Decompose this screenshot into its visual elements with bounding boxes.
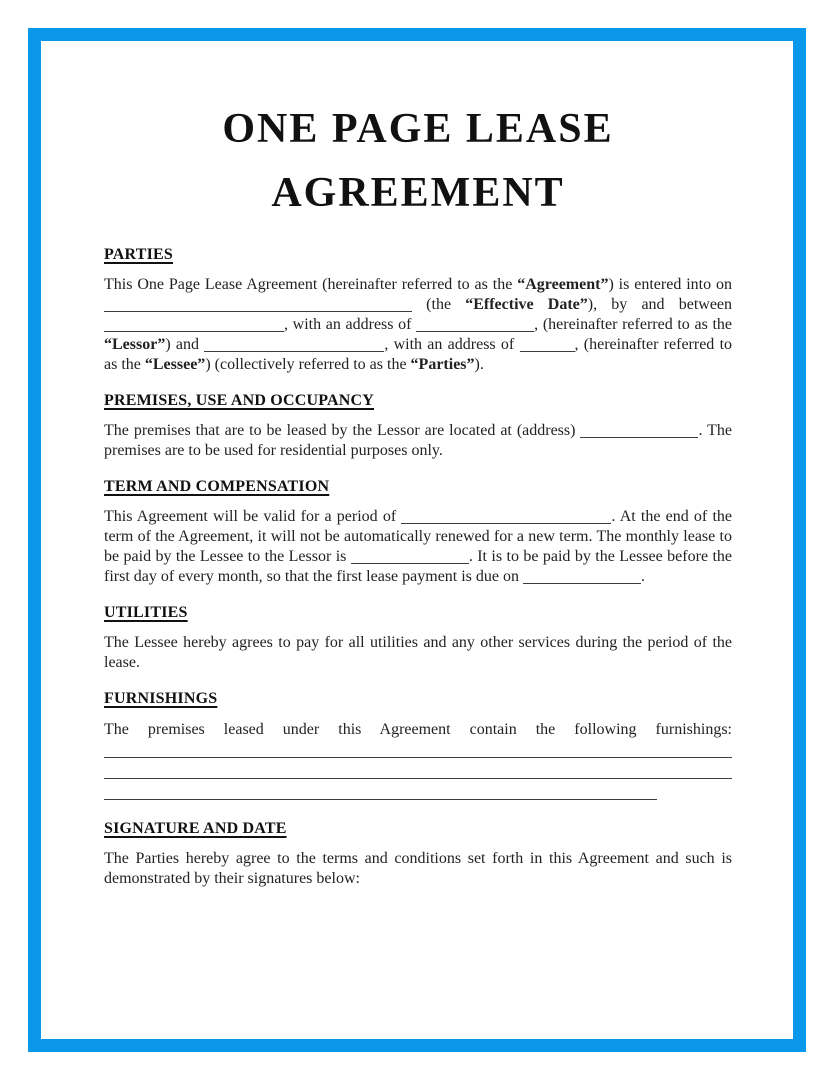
section-premises bbox=[104, 391, 732, 461]
paragraph-signature bbox=[104, 849, 732, 889]
fill-in-blank bbox=[351, 550, 469, 564]
fill-in-blank bbox=[104, 786, 657, 800]
text-run: ), by and between bbox=[587, 296, 733, 313]
text-run: . It is to be paid by the Lessee before the first day of every month, so that the first lease payment is due on bbox=[104, 548, 733, 585]
section-heading-parties: PARTIES bbox=[104, 246, 174, 263]
text-run: . The premises are to be used for residential purposes only. bbox=[104, 422, 732, 459]
paragraph-furnishings bbox=[104, 719, 732, 803]
title-line-1: ONE PAGE LEASE bbox=[222, 106, 614, 152]
text-run: The Lessee hereby agrees to pay for all utilities and any other services during the period of the lease. bbox=[104, 634, 732, 671]
section-utilities bbox=[104, 603, 732, 673]
fill-in-blank bbox=[104, 744, 732, 758]
defined-term: “Effective Date” bbox=[465, 296, 588, 313]
paragraph-term bbox=[104, 507, 732, 587]
section-heading-furnishings: FURNISHINGS bbox=[104, 690, 218, 707]
text-run: ). bbox=[474, 356, 484, 373]
fill-in-blank bbox=[580, 424, 698, 438]
paragraph-utilities bbox=[104, 633, 732, 673]
text-run: , (hereinafter referred to as the bbox=[104, 336, 733, 373]
text-run: The Parties hereby agree to the terms and conditions set forth in this Agreement and such is demonstrated by their signatures below: bbox=[104, 850, 732, 887]
text-run: This Agreement will be valid for a period of bbox=[104, 508, 402, 525]
text-run: ) is entered into on bbox=[608, 276, 733, 293]
section-heading-utilities: UTILITIES bbox=[104, 604, 188, 621]
document-sections bbox=[104, 245, 732, 889]
text-run: , with an address of bbox=[384, 336, 520, 353]
section-heading-term: TERM AND COMPENSATION bbox=[104, 478, 330, 495]
section-term bbox=[104, 477, 732, 587]
section-heading-premises: PREMISES, USE AND OCCUPANCY bbox=[104, 392, 375, 409]
fill-in-blank bbox=[416, 318, 534, 332]
text-run: The premises leased under this Agreement contain the following furnishings: bbox=[104, 721, 732, 738]
fill-in-blank bbox=[520, 338, 575, 352]
text-run: ) and bbox=[165, 336, 205, 353]
defined-term: “Lessor” bbox=[104, 336, 166, 353]
text-run: (the bbox=[412, 296, 466, 313]
fill-in-blank bbox=[401, 510, 611, 524]
defined-term: “Agreement” bbox=[517, 276, 609, 293]
fill-in-blank bbox=[104, 318, 284, 332]
section-signature bbox=[104, 819, 732, 889]
section-parties bbox=[104, 245, 732, 375]
text-run: . bbox=[641, 568, 646, 585]
defined-term: “Lessee” bbox=[144, 356, 206, 373]
fill-in-blank bbox=[523, 570, 641, 584]
text-run: ) (collectively referred to as the bbox=[205, 356, 411, 373]
title-line-2: AGREEMENT bbox=[271, 170, 565, 216]
text-run: , with an address of bbox=[284, 316, 417, 333]
page-frame-border bbox=[28, 28, 806, 1052]
text-run: This One Page Lease Agreement (hereinafter referred to as the bbox=[104, 276, 518, 293]
paragraph-parties bbox=[104, 275, 732, 375]
defined-term: “Parties” bbox=[410, 356, 475, 373]
section-heading-signature: SIGNATURE AND DATE bbox=[104, 820, 287, 837]
fill-in-blank bbox=[204, 338, 384, 352]
text-run: The premises that are to be leased by the Lessor are located at (address) bbox=[104, 422, 581, 439]
text-run: . At the end of the term of the Agreement, it will not be automatically renewed for a new term. The monthly lease to be paid by the Lessee to the Lessor is bbox=[104, 508, 733, 565]
document-title bbox=[104, 97, 732, 225]
fill-in-blank bbox=[104, 765, 732, 779]
section-furnishings bbox=[104, 689, 732, 803]
text-run: , (hereinafter referred to as the bbox=[534, 316, 733, 333]
fill-in-blank bbox=[104, 298, 412, 312]
paragraph-premises bbox=[104, 421, 732, 461]
